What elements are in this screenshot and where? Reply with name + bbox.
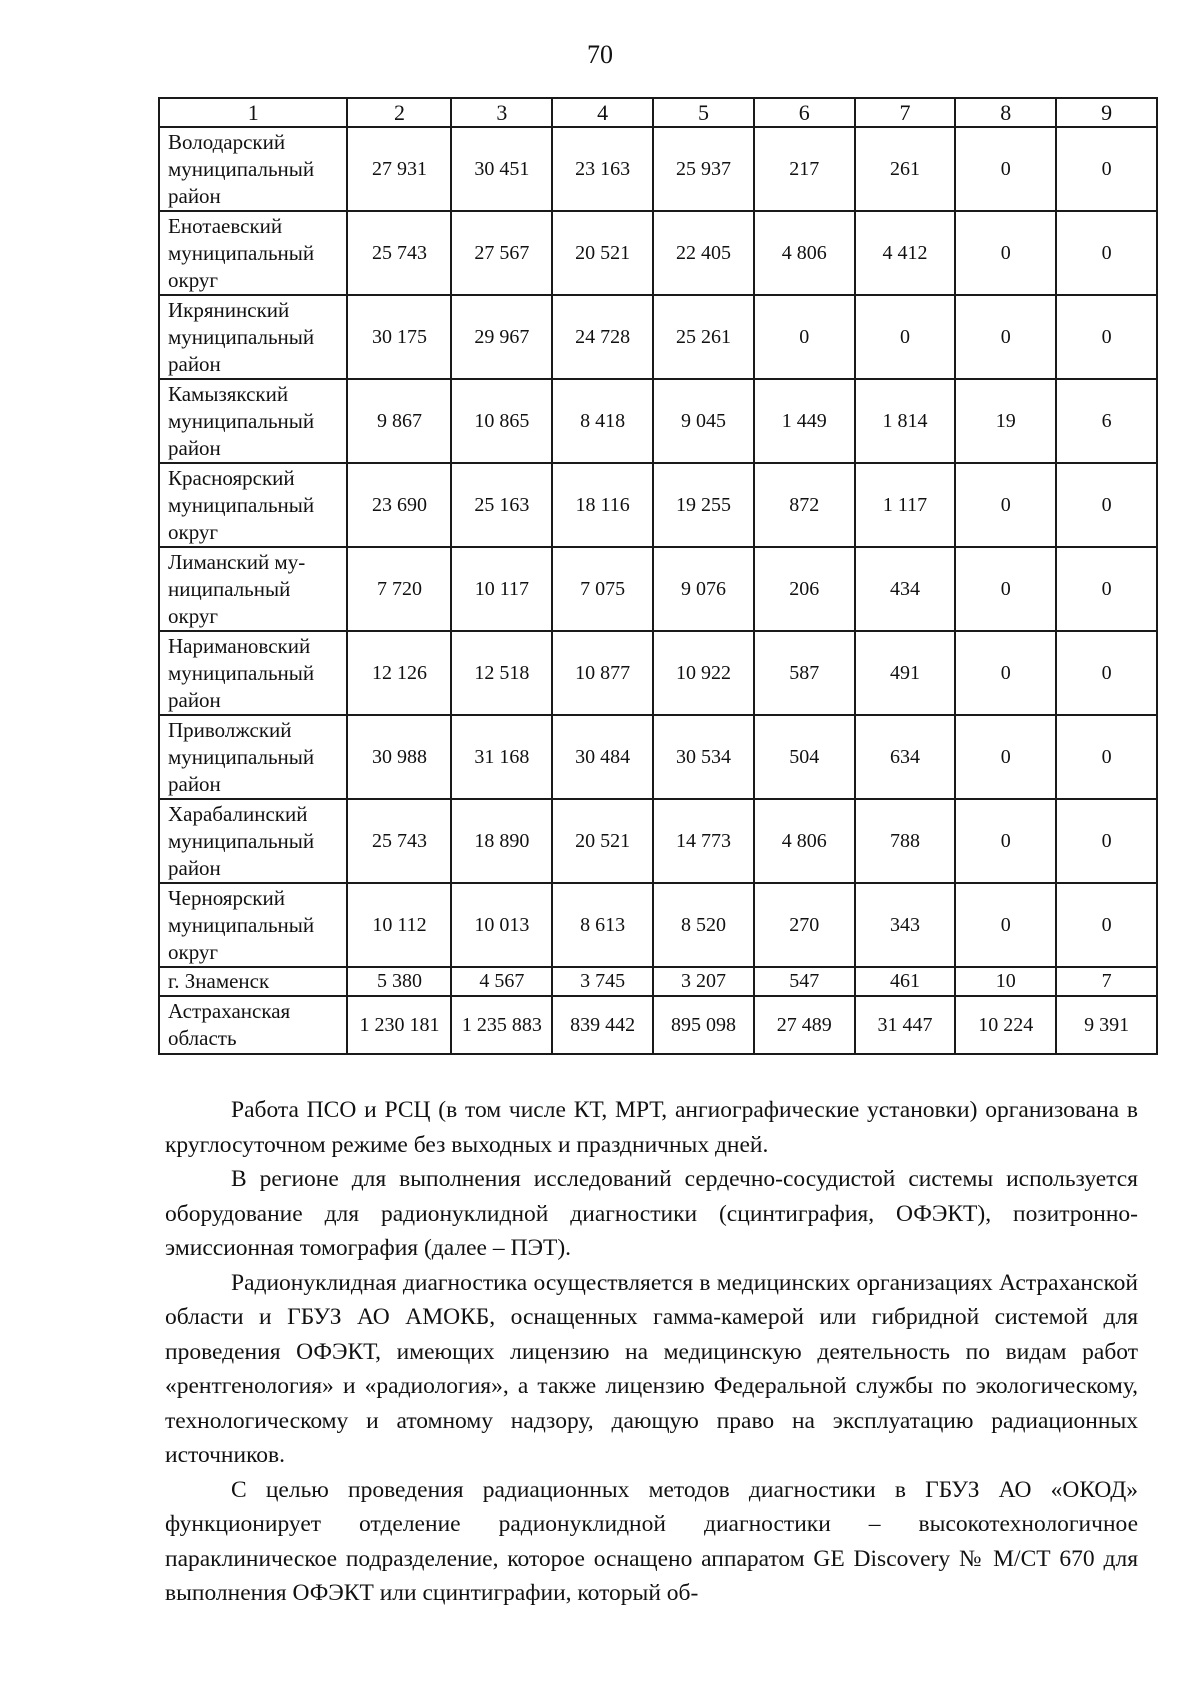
value-cell: 206 xyxy=(754,547,855,631)
district-name-line: Володарский xyxy=(168,129,286,154)
paragraph: С целью проведения радиационных методов диагностики в ГБУЗ АО «ОКОД» функционирует отделение радионуклидной диагностики – высокотехнологичное параклиническое подразделение, которое оснащено аппаратом GE Discovery № М/СТ 670 для выполнения ОФЭКТ или сцинтиграфии, который об- xyxy=(165,1476,1138,1606)
value-cell: 0 xyxy=(1056,547,1157,631)
value-cell: 7 xyxy=(1056,967,1157,996)
value-cell: 7 720 xyxy=(347,547,451,631)
table-row xyxy=(159,715,1157,799)
district-name-line: муниципальный xyxy=(168,156,315,181)
value-cell: 12 518 xyxy=(451,631,552,715)
table-row xyxy=(159,463,1157,547)
value-cell: 10 877 xyxy=(552,631,653,715)
value-cell: 0 xyxy=(1056,883,1157,967)
column-header: 2 xyxy=(347,98,451,127)
value-cell: 5 380 xyxy=(347,967,451,996)
district-name-line: округ xyxy=(168,267,219,292)
value-cell: 1 449 xyxy=(754,379,855,463)
value-cell: 27 931 xyxy=(347,127,451,211)
column-header: 9 xyxy=(1056,98,1157,127)
table-body xyxy=(159,127,1157,1054)
value-cell: 31 447 xyxy=(855,996,956,1054)
district-name-line: Камызякский xyxy=(168,381,289,406)
table-row xyxy=(159,295,1157,379)
value-cell: 24 728 xyxy=(552,295,653,379)
value-cell: 10 865 xyxy=(451,379,552,463)
value-cell: 547 xyxy=(754,967,855,996)
district-name-cell xyxy=(159,211,347,295)
district-name-cell xyxy=(159,883,347,967)
value-cell: 7 075 xyxy=(552,547,653,631)
value-cell: 12 126 xyxy=(347,631,451,715)
district-name-line: район xyxy=(168,771,221,796)
value-cell: 9 076 xyxy=(653,547,754,631)
value-cell: 343 xyxy=(855,883,956,967)
value-cell: 1 814 xyxy=(855,379,956,463)
table-row xyxy=(159,631,1157,715)
value-cell: 14 773 xyxy=(653,799,754,883)
district-name-line: район xyxy=(168,687,221,712)
district-name-line: район xyxy=(168,351,221,376)
district-name-cell xyxy=(159,127,347,211)
district-name-line: округ xyxy=(168,603,219,628)
paragraph: Радионуклидная диагностика осуществляется в медицинских организациях Астраханской области и ГБУЗ АО АМОКБ, оснащенных гамма-камерой или гибридной системой для проведения ОФЭКТ, имеющих лицензию на медицинскую деятельность по видам работ «рентгенология» и «радиология», а также лицензию Федеральной службы по экологическому, технологическому и атомному надзору, дающую право на эксплуатацию радиационных источников. xyxy=(165,1269,1138,1468)
value-cell: 25 261 xyxy=(653,295,754,379)
value-cell: 20 521 xyxy=(552,799,653,883)
value-cell: 30 484 xyxy=(552,715,653,799)
value-cell: 9 867 xyxy=(347,379,451,463)
district-name-cell xyxy=(159,715,347,799)
value-cell: 3 207 xyxy=(653,967,754,996)
value-cell: 0 xyxy=(1056,295,1157,379)
district-name-line: область xyxy=(168,1026,237,1050)
value-cell: 23 163 xyxy=(552,127,653,211)
paragraph: В регионе для выполнения исследований сердечно-сосудистой системы используется оборудование для радионуклидной диагностики (сцинтиграфия, ОФЭКТ), позитронно-эмиссионная томография (далее – ПЭТ). xyxy=(165,1166,1138,1261)
value-cell: 0 xyxy=(955,127,1056,211)
value-cell: 634 xyxy=(855,715,956,799)
value-cell: 587 xyxy=(754,631,855,715)
district-name-line: Икрянинский xyxy=(168,297,290,322)
value-cell: 20 521 xyxy=(552,211,653,295)
value-cell: 19 xyxy=(955,379,1056,463)
value-cell: 25 163 xyxy=(451,463,552,547)
value-cell: 31 168 xyxy=(451,715,552,799)
table-row xyxy=(159,547,1157,631)
value-cell: 0 xyxy=(955,547,1056,631)
district-name-line: муниципальный xyxy=(168,240,315,265)
body-text xyxy=(165,1093,1138,1611)
value-cell: 1 230 181 xyxy=(347,996,451,1054)
district-name-cell xyxy=(159,295,347,379)
value-cell: 270 xyxy=(754,883,855,967)
value-cell: 10 xyxy=(955,967,1056,996)
column-header: 3 xyxy=(451,98,552,127)
value-cell: 25 743 xyxy=(347,211,451,295)
value-cell: 895 098 xyxy=(653,996,754,1054)
district-name-line: округ xyxy=(168,939,219,964)
district-name-line: Наримановский xyxy=(168,633,311,658)
value-cell: 8 520 xyxy=(653,883,754,967)
value-cell: 25 937 xyxy=(653,127,754,211)
value-cell: 0 xyxy=(1056,211,1157,295)
value-cell: 27 567 xyxy=(451,211,552,295)
value-cell: 30 988 xyxy=(347,715,451,799)
value-cell: 0 xyxy=(855,295,956,379)
district-name-line: муниципальный xyxy=(168,660,315,685)
column-header: 4 xyxy=(552,98,653,127)
value-cell: 504 xyxy=(754,715,855,799)
table-row xyxy=(159,996,1157,1054)
district-name-line: Красноярский xyxy=(168,465,295,490)
column-header: 5 xyxy=(653,98,754,127)
value-cell: 0 xyxy=(1056,715,1157,799)
value-cell: 29 967 xyxy=(451,295,552,379)
value-cell: 0 xyxy=(955,463,1056,547)
page-number: 70 xyxy=(587,40,613,69)
table-row xyxy=(159,799,1157,883)
table-row xyxy=(159,883,1157,967)
district-name-line: Енотаевский xyxy=(168,213,283,238)
district-name-line: муниципальный xyxy=(168,492,315,517)
value-cell: 6 xyxy=(1056,379,1157,463)
district-name-cell xyxy=(159,463,347,547)
paragraph: Работа ПСО и РСЦ (в том числе КТ, МРТ, ангиографические установки) организована в круглосуточном режиме без выходных и праздничных дней. xyxy=(165,1097,1138,1158)
value-cell: 0 xyxy=(1056,799,1157,883)
district-name-cell xyxy=(159,996,347,1054)
value-cell: 0 xyxy=(1056,631,1157,715)
value-cell: 8 613 xyxy=(552,883,653,967)
value-cell: 10 224 xyxy=(955,996,1056,1054)
table-row xyxy=(159,211,1157,295)
statistics-table xyxy=(158,97,1158,1055)
value-cell: 261 xyxy=(855,127,956,211)
value-cell: 461 xyxy=(855,967,956,996)
value-cell: 0 xyxy=(955,799,1056,883)
district-name-line: Приволжский xyxy=(168,717,292,742)
value-cell: 788 xyxy=(855,799,956,883)
value-cell: 839 442 xyxy=(552,996,653,1054)
district-name-cell xyxy=(159,547,347,631)
value-cell: 0 xyxy=(955,295,1056,379)
value-cell: 18 890 xyxy=(451,799,552,883)
value-cell: 4 567 xyxy=(451,967,552,996)
value-cell: 4 806 xyxy=(754,211,855,295)
district-name-line: Харабалинский xyxy=(168,801,308,826)
column-header: 1 xyxy=(159,98,347,127)
district-name-line: ниципальный xyxy=(168,576,291,601)
table-row xyxy=(159,379,1157,463)
column-header: 6 xyxy=(754,98,855,127)
value-cell: 217 xyxy=(754,127,855,211)
value-cell: 9 045 xyxy=(653,379,754,463)
district-name-line: Астраханская xyxy=(168,999,291,1023)
district-name-cell xyxy=(159,631,347,715)
value-cell: 19 255 xyxy=(653,463,754,547)
district-name-line: Лиманский му- xyxy=(168,549,306,574)
value-cell: 23 690 xyxy=(347,463,451,547)
table-row xyxy=(159,967,1157,996)
value-cell: 0 xyxy=(955,631,1056,715)
value-cell: 10 013 xyxy=(451,883,552,967)
value-cell: 3 745 xyxy=(552,967,653,996)
value-cell: 30 451 xyxy=(451,127,552,211)
district-name-line: муниципальный xyxy=(168,408,315,433)
value-cell: 30 534 xyxy=(653,715,754,799)
value-cell: 0 xyxy=(955,715,1056,799)
table-header-row xyxy=(159,98,1157,127)
column-header: 7 xyxy=(855,98,956,127)
value-cell: 1 117 xyxy=(855,463,956,547)
value-cell: 0 xyxy=(955,883,1056,967)
district-name-line: муниципальный xyxy=(168,324,315,349)
value-cell: 491 xyxy=(855,631,956,715)
value-cell: 25 743 xyxy=(347,799,451,883)
column-header: 8 xyxy=(955,98,1056,127)
district-name-cell xyxy=(159,967,347,996)
value-cell: 10 922 xyxy=(653,631,754,715)
district-name-cell xyxy=(159,379,347,463)
table-row xyxy=(159,127,1157,211)
value-cell: 434 xyxy=(855,547,956,631)
district-name-line: г. Знаменск xyxy=(168,969,270,993)
value-cell: 27 489 xyxy=(754,996,855,1054)
value-cell: 0 xyxy=(955,211,1056,295)
district-name-cell xyxy=(159,799,347,883)
value-cell: 1 235 883 xyxy=(451,996,552,1054)
value-cell: 872 xyxy=(754,463,855,547)
value-cell: 0 xyxy=(1056,127,1157,211)
district-name-line: муниципальный xyxy=(168,744,315,769)
value-cell: 0 xyxy=(1056,463,1157,547)
value-cell: 30 175 xyxy=(347,295,451,379)
value-cell: 4 412 xyxy=(855,211,956,295)
district-name-line: район xyxy=(168,855,221,880)
value-cell: 22 405 xyxy=(653,211,754,295)
value-cell: 10 112 xyxy=(347,883,451,967)
value-cell: 18 116 xyxy=(552,463,653,547)
district-name-line: муниципальный xyxy=(168,828,315,853)
district-name-line: район xyxy=(168,183,221,208)
district-name-line: округ xyxy=(168,519,219,544)
value-cell: 4 806 xyxy=(754,799,855,883)
district-name-line: Черноярский xyxy=(168,885,285,910)
value-cell: 8 418 xyxy=(552,379,653,463)
district-name-line: муниципальный xyxy=(168,912,315,937)
value-cell: 0 xyxy=(754,295,855,379)
value-cell: 10 117 xyxy=(451,547,552,631)
district-name-line: район xyxy=(168,435,221,460)
value-cell: 9 391 xyxy=(1056,996,1157,1054)
